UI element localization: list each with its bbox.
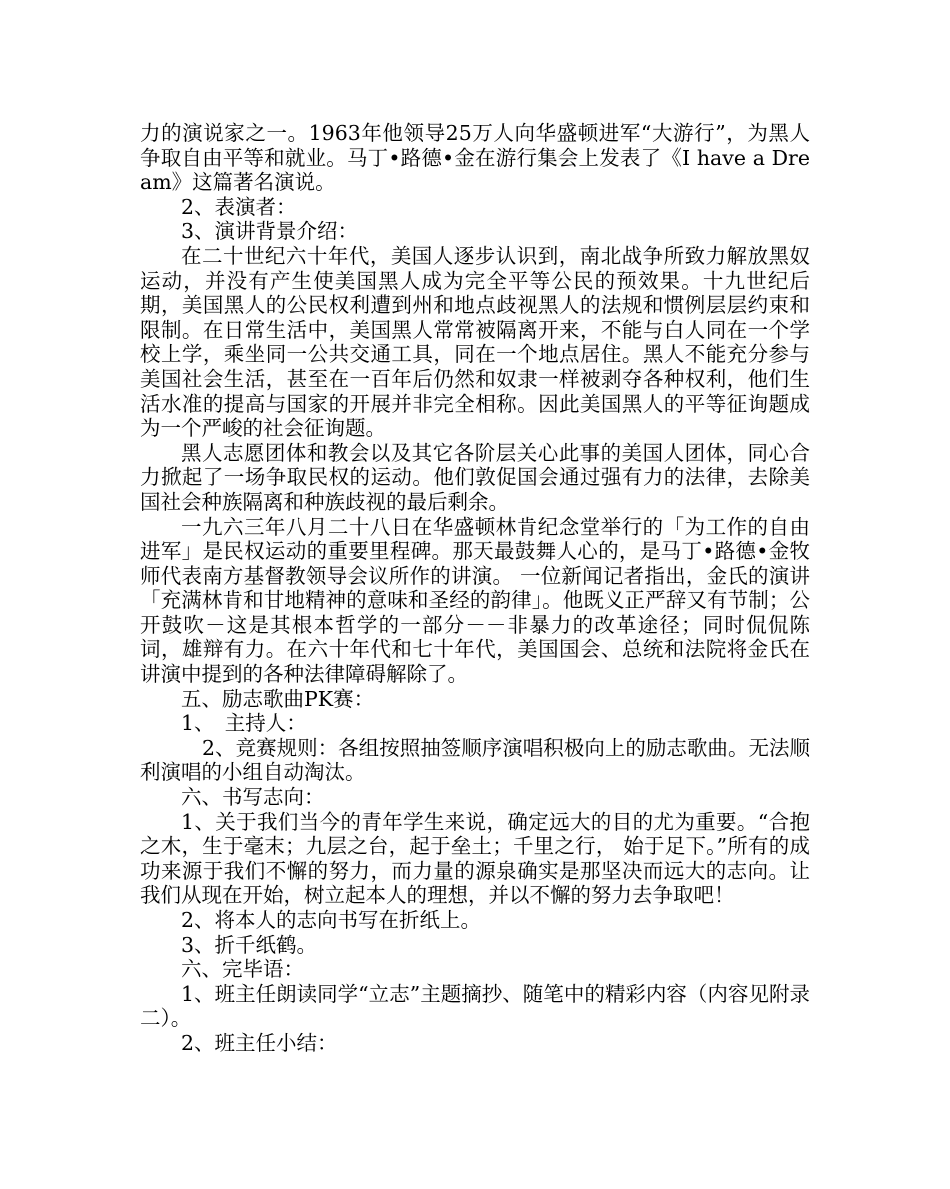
section-heading-write-aspirations: 六、书写志向： <box>181 785 325 810</box>
paragraph-host: 1、 主持人： <box>181 711 307 736</box>
document-body <box>140 121 810 1056</box>
paragraph-civil-rights-groups: 黑人志愿团体和教会以及其它各阶层关心此事的美国人团体，同心合力掀起了一场争取民权的运动。他们敦促国会通过强有力的法律，去除美国社会种族隔离和种族歧视的最后剩余。 <box>140 440 810 514</box>
paragraph-write-on-paper: 2、将本人的志向书写在折纸上。 <box>181 908 482 932</box>
paragraph-speaker-intro: 力的演说家之一。1963年他领导25万人向华盛顿进军“大游行”，为黑人争取自由平等和就业。马丁•路德•金在游行集会上发表了《I have a Dream》这篇著名演说。 <box>140 121 810 195</box>
paragraph-background-heading: 3、演讲背景介绍： <box>181 219 359 244</box>
paragraph-performer: 2、表演者： <box>181 194 297 219</box>
paragraph-march-on-washington: 一九六三年八月二十八日在华盛顿林肯纪念堂举行的「为工作的自由进军」是民权运动的重要里程碑。那天最鼓舞人心的，是马丁•路德•金牧师代表南方基督教领导会议所作的讲演。 一位新闻记者指出，金氏的演讲「充满林肯和甘地精神的意味和圣经的韵律」。他既义正严辞又有节制；公开鼓吹－这是其根本哲学的一部分－－非暴力的改革途径；同时侃侃陈词，雄辩有力。在六十年代和七十年代，美国国会、总统和法院将金氏在讲演中提到的各种法律障碍解除了。 <box>140 514 810 687</box>
section-heading-closing: 六、完毕语： <box>181 957 304 982</box>
paragraph-aspirations-body: 1、关于我们当今的青年学生来说，确定远大的目的尤为重要。“合抱之木，生于毫末；九层之台，起于垒土；千里之行， 始于足下。”所有的成功来源于我们不懈的努力，而力量的源泉确实是那坚决而远大的志向。让我们从现在开始，树立起本人的理想，并以不懈的努力去争取吧！ <box>140 809 810 908</box>
paragraph-paper-cranes: 3、折千纸鹤。 <box>181 932 318 957</box>
paragraph-teacher-reading: 1、班主任朗读同学“立志”主题摘抄、随笔中的精彩内容（内容见附录二）。 <box>140 981 810 1031</box>
paragraph-background-body: 在二十世纪六十年代，美国人逐步认识到，南北战争所致力解放黑奴运动，并没有产生使美国黑人成为完全平等公民的预效果。十九世纪后期，美国黑人的公民权利遭到州和地点歧视黑人的法规和惯例层层约束和限制。在日常生活中，美国黑人常常被隔离开来，不能与白人同在一个学校上学，乘坐同一公共交通工具，同在一个地点居住。黑人不能充分参与美国社会生活，甚至在一百年后仍然和奴隶一样被剥夺各种权利，他们生活水准的提高与国家的开展并非完全相称。因此美国黑人的平等征询题成为一个严峻的社会征询题。 <box>140 243 810 441</box>
section-heading-song-contest: 五、励志歌曲PK赛： <box>181 686 375 711</box>
paragraph-teacher-summary: 2、班主任小结： <box>181 1030 338 1055</box>
paragraph-contest-rules: 2、竞赛规则：各组按照抽签顺序演唱积极向上的励志歌曲。无法顺利演唱的小组自动淘汰。 <box>140 735 810 785</box>
